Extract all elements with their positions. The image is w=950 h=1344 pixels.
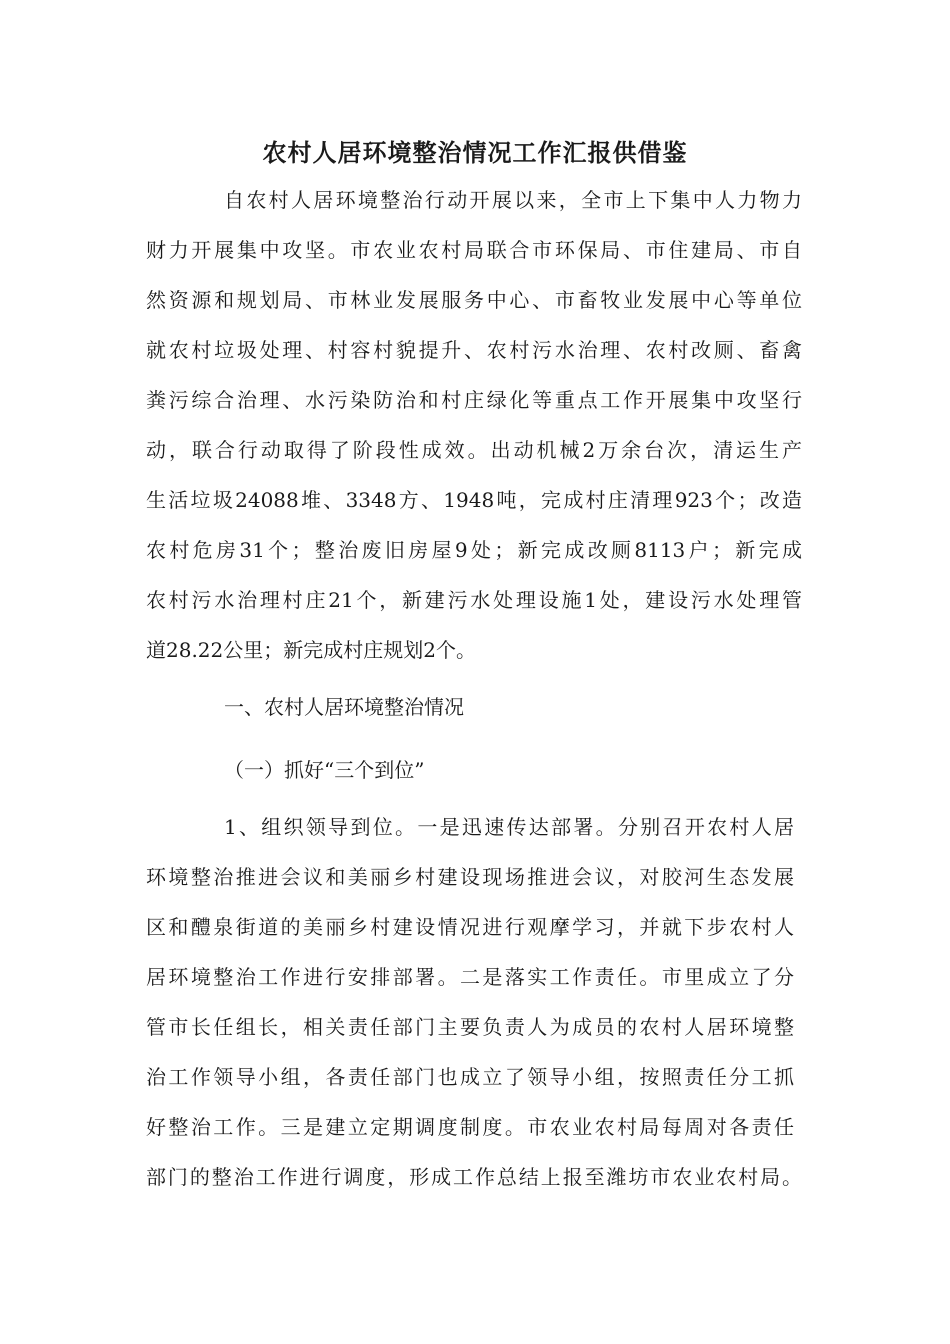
section-line-text: 管市长任组长，相关责任部门主要负责人为成员的农村人居环境整: [146, 1015, 794, 1039]
section-line: [0, 1162, 950, 1192]
section-line-text: 区和醴泉街道的美丽乡村建设情况进行观摩学习，并就下步农村人: [146, 915, 794, 939]
document-title: 农村人居环境整治情况工作汇报供借鉴: [262, 138, 688, 167]
intro-line: [0, 385, 950, 415]
intro-line: [0, 585, 950, 615]
intro-line: [0, 185, 950, 215]
intro-line: [0, 435, 950, 465]
section-line: [0, 912, 950, 942]
intro-line-text: 自农村人居环境整治行动开展以来，全市上下集中人力物力: [224, 188, 802, 212]
section-line: [0, 962, 950, 992]
intro-line-last: [0, 635, 950, 665]
section-line-text: 1、组织领导到位。一是迅速传达部署。分别召开农村人居: [224, 815, 794, 839]
intro-line: [0, 235, 950, 265]
intro-line-text: 生活垃圾24088堆、3348方、1948吨，完成村庄清理923个；改造: [146, 488, 802, 512]
intro-line-text: 就农村垃圾处理、村容村貌提升、农村污水治理、农村改厕、畜禽: [146, 338, 802, 362]
intro-line: [0, 535, 950, 565]
section-line: [0, 1012, 950, 1042]
section-line: [0, 812, 950, 842]
section-line-text: 居环境整治工作进行安排部署。二是落实工作责任。市里成立了分: [146, 965, 794, 989]
intro-line: [0, 485, 950, 515]
intro-line-text: 然资源和规划局、市林业发展服务中心、市畜牧业发展中心等单位: [146, 288, 802, 312]
intro-line-text: 财力开展集中攻坚。市农业农村局联合市环保局、市住建局、市自: [146, 238, 802, 262]
section-line-text: 部门的整治工作进行调度，形成工作总结上报至潍坊市农业农村局。: [146, 1165, 802, 1189]
section-line: [0, 862, 950, 892]
section-line-text: 治工作领导小组，各责任部门也成立了领导小组，按照责任分工抓: [146, 1065, 794, 1089]
intro-line-text: 农村危房31个；整治废旧房屋9处；新完成改厕8113户；新完成: [146, 538, 802, 562]
intro-line: [0, 335, 950, 365]
intro-line-text: 道28.22公里；新完成村庄规划2个。: [146, 638, 476, 662]
section-line-text: 好整治工作。三是建立定期调度制度。市农业农村局每周对各责任: [146, 1115, 794, 1139]
section-line-text: 环境整治推进会议和美丽乡村建设现场推进会议，对胶河生态发展: [146, 865, 794, 889]
section-line: [0, 1062, 950, 1092]
intro-line: [0, 285, 950, 315]
section-heading: 一、农村人居环境整治情况: [224, 695, 464, 719]
intro-line-text: 动，联合行动取得了阶段性成效。出动机械2万余台次，清运生产: [146, 438, 802, 462]
intro-line-text: 农村污水治理村庄21个，新建污水处理设施1处，建设污水处理管: [146, 588, 802, 612]
intro-line-text: 粪污综合治理、水污染防治和村庄绿化等重点工作开展集中攻坚行: [146, 388, 802, 412]
section-line: [0, 1112, 950, 1142]
subsection-heading: （一）抓好“三个到位”: [224, 758, 425, 782]
